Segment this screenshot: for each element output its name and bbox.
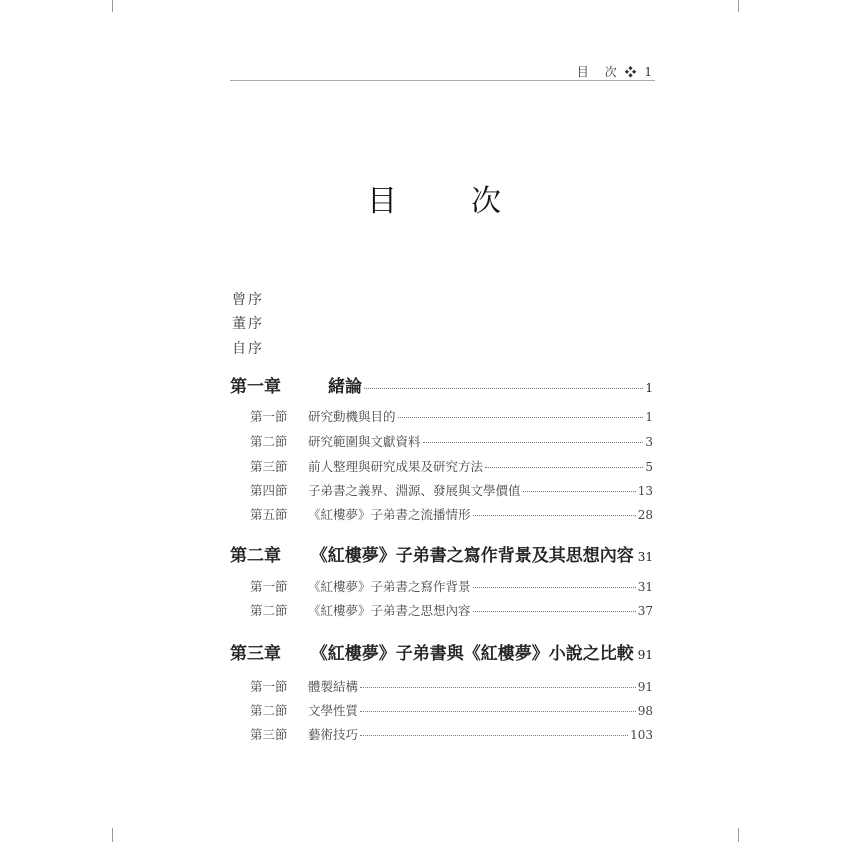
section-entry-page-number: 98 bbox=[637, 704, 653, 718]
chapter-entry[interactable] bbox=[230, 639, 653, 664]
chapter-entry[interactable] bbox=[230, 541, 653, 566]
section-entry-title: 藝術技巧 bbox=[308, 727, 359, 742]
section-entry[interactable] bbox=[250, 601, 653, 619]
crop-mark bbox=[738, 828, 739, 842]
section-entry-leader-dots bbox=[473, 611, 636, 612]
section-entry[interactable] bbox=[250, 432, 653, 450]
section-entry[interactable] bbox=[250, 457, 653, 475]
section-entry-label: 第二節 bbox=[250, 434, 288, 449]
crop-mark bbox=[112, 0, 113, 12]
section-entry-label: 第二節 bbox=[250, 603, 288, 618]
chapter-entry-page-number: 1 bbox=[645, 381, 653, 395]
section-entry-page-number: 5 bbox=[645, 460, 653, 474]
section-entry-page-number: 91 bbox=[637, 680, 653, 694]
page-title: 目 次 bbox=[367, 184, 523, 219]
section-entry-title: 體製結構 bbox=[308, 679, 359, 694]
section-entry-leader-dots bbox=[398, 417, 644, 418]
section-entry-title: 文學性質 bbox=[308, 703, 359, 718]
section-entry-label: 第四節 bbox=[250, 483, 288, 498]
header-rule bbox=[230, 80, 655, 81]
section-entry-page-number: 13 bbox=[637, 484, 653, 498]
section-entry-leader-dots bbox=[523, 491, 636, 492]
section-entry-title: 研究動機與目的 bbox=[308, 409, 396, 424]
chapter-entry-label: 第一章 bbox=[230, 377, 281, 397]
chapter-entry-label: 第三章 bbox=[230, 644, 281, 664]
section-entry-leader-dots bbox=[360, 711, 636, 712]
section-entry-label: 第一節 bbox=[250, 409, 288, 424]
chapter-entry-title: 《紅樓夢》子弟書之寫作背景及其思想內容 bbox=[310, 546, 634, 566]
section-entry-leader-dots bbox=[360, 735, 628, 736]
chapter-entry[interactable] bbox=[230, 372, 653, 397]
preface-entry[interactable]: 曾序 bbox=[232, 292, 264, 308]
section-entry-label: 第三節 bbox=[250, 459, 288, 474]
section-entry-leader-dots bbox=[485, 467, 643, 468]
section-entry-page-number: 103 bbox=[630, 728, 653, 742]
section-entry-leader-dots bbox=[473, 587, 636, 588]
section-entry-leader-dots bbox=[360, 687, 636, 688]
section-entry-page-number: 37 bbox=[637, 604, 653, 618]
crop-mark bbox=[112, 828, 113, 842]
section-entry-title: 《紅樓夢》子弟書之思想內容 bbox=[308, 603, 471, 618]
section-entry-page-number: 28 bbox=[637, 508, 653, 522]
section-entry-title: 《紅樓夢》子弟書之流播情形 bbox=[308, 507, 471, 522]
section-entry[interactable] bbox=[250, 481, 653, 499]
section-entry[interactable] bbox=[250, 505, 653, 523]
section-entry-title: 研究範圍與文獻資料 bbox=[308, 434, 421, 449]
chapter-entry-page-number: 31 bbox=[637, 550, 653, 564]
section-entry-title: 前人整理與研究成果及研究方法 bbox=[308, 459, 484, 474]
running-head: 目 次 ❖ 1 bbox=[576, 65, 654, 79]
section-entry[interactable] bbox=[250, 407, 653, 425]
chapter-entry-page-number: 91 bbox=[637, 648, 653, 662]
section-entry[interactable] bbox=[250, 725, 653, 743]
section-entry-leader-dots bbox=[473, 515, 636, 516]
section-entry-title: 子弟書之義界、淵源、發展與文學價值 bbox=[308, 483, 521, 498]
chapter-entry-label: 第二章 bbox=[230, 546, 281, 566]
crop-mark bbox=[738, 0, 739, 12]
section-entry-label: 第一節 bbox=[250, 579, 288, 594]
section-entry-page-number: 1 bbox=[645, 410, 653, 424]
section-entry[interactable] bbox=[250, 677, 653, 695]
section-entry-label: 第五節 bbox=[250, 507, 288, 522]
section-entry-leader-dots bbox=[423, 442, 644, 443]
section-entry-label: 第二節 bbox=[250, 703, 288, 718]
section-entry-title: 《紅樓夢》子弟書之寫作背景 bbox=[308, 579, 471, 594]
preface-entry[interactable]: 董序 bbox=[232, 316, 264, 332]
section-entry-label: 第三節 bbox=[250, 727, 288, 742]
section-entry[interactable] bbox=[250, 577, 653, 595]
preface-entry[interactable]: 自序 bbox=[232, 341, 264, 357]
chapter-entry-title: 《紅樓夢》子弟書與《紅樓夢》小說之比較 bbox=[310, 644, 634, 664]
section-entry[interactable] bbox=[250, 701, 653, 719]
chapter-entry-title: 緒論 bbox=[328, 377, 362, 397]
section-entry-page-number: 31 bbox=[637, 580, 653, 594]
chapter-entry-leader-dots bbox=[364, 388, 643, 389]
section-entry-label: 第一節 bbox=[250, 679, 288, 694]
section-entry-page-number: 3 bbox=[645, 435, 653, 449]
